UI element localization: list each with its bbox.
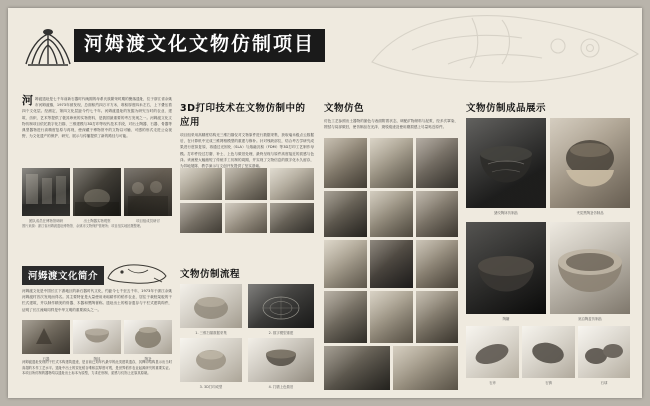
intro-dropcap: 河 [22, 94, 33, 107]
culture-text: 河姆渡文化是中国长江下游地区的新石器时代文化，约距今七千至五千年，1973年于浙江余姚河姆渡村首次发现而得名。其主要特征是大量使用耒耜耕作的稻作农业，居住于栽桩架板的干栏式建筑，并以制作精美的骨器、木器和黑陶著称。遗址出土的稻谷遗存与干栏式建筑构件，证明了长江流域同样是中华文明的重要源头之一。 [22, 289, 172, 312]
result-item-5-caption: 石斧 [489, 380, 496, 385]
culture-object-3-caption: 陶釜 [144, 356, 152, 361]
culture-section-title: 河姆渡文化简介 [22, 266, 104, 285]
intro-text: 姆渡遗址是七千年前新石器时代晚期的母系氏族繁荣时期的聚落遗址，位于浙江省余姚市河姆渡镇，1973年被发现，总面积约四万平方米，堆积厚度四米左右，上下叠压着四个文化层。经测定，第四文化层距今约七千年。河姆渡遗址的发掘为研究当时的农业、建筑、纺织、艺术等提供了极其珍贵的实物资料，是我国最重要的考古发现之一。河姆渡文化文物仿制项目依托数字化扫描、三维建模与3D打印等现代技术手段，对出土陶器、石器、骨器等典型器物进行高精度复原与再现，使深藏于博物馆中的文物以可触、可感的形式走进公众视野，为文化遗产的保护、研究、展示与传播提供了新的路径与可能。 [22, 97, 172, 139]
result-item-6-caption: 石锛 [545, 380, 552, 385]
process-section-title: 文物仿制流程 [180, 269, 241, 280]
coloring-photo-4 [324, 191, 367, 237]
culture-footnote: 河姆渡遗址发现的干栏式木构建筑遗迹，是目前已知年代最早的此类建筑遗存，其榫卯结构显示出当时高超的木作工艺水平。遗址中出土的炭化稻谷堆积层厚度可观，是世界稻作农业起源研究的重要实证。本项目所仿制的器物均以遗址出土标本为原型，力求在形制、质感与纹饰上还原其原貌。 [22, 360, 172, 376]
process-step-2-caption: 2. 数字模型重建 [268, 330, 294, 335]
result-item-1-caption: 猪纹陶钵仿制品 [494, 210, 518, 215]
coloring-text: 仿色工艺参照出土器物的胎色与表面附着状态，调配矿物颜料与泥浆，经多次罩染、擦拭与局部做旧，使仿制品在光泽、斑驳痕迹及使用磨损感上尽量贴近原件。 [324, 119, 458, 130]
result-item-2-caption: 夹炭黑陶釜仿制品 [576, 210, 604, 215]
culture-object-2 [73, 320, 121, 361]
printing-photo-5 [225, 203, 267, 233]
coloring-photo-14 [393, 346, 458, 390]
coloring-photo-10 [324, 291, 367, 343]
printing-photo-4 [180, 203, 222, 233]
process-step-2 [248, 284, 314, 335]
result-item-7 [578, 326, 630, 385]
intro-photo-1 [22, 168, 70, 223]
result-item-4-caption: 宽沿陶盆仿制品 [578, 316, 602, 321]
process-step-1 [180, 284, 242, 335]
coloring-photo-1 [324, 138, 367, 188]
intro-photo-2 [73, 168, 121, 223]
result-item-3-caption: 陶罐 [502, 316, 510, 321]
results-section-title: 文物仿制成品展示 [466, 103, 547, 114]
coloring-photo-11 [370, 291, 413, 343]
process-step-3 [180, 338, 242, 389]
printing-photo-2 [225, 168, 267, 200]
printing-photo-6 [270, 203, 314, 233]
intro-photo-3-caption: 项目组成员研讨 [136, 218, 160, 223]
culture-object-1 [22, 320, 70, 361]
coloring-photo-9 [416, 240, 458, 288]
culture-object-1-caption: 石器 [42, 356, 50, 361]
coloring-photo-13 [324, 346, 390, 390]
poster-canvas [8, 8, 642, 398]
coloring-photo-8 [370, 240, 413, 288]
result-item-7-caption: 石球 [600, 380, 608, 385]
intro-paragraph [22, 96, 172, 139]
printing-text: 项目组采用高精度结构光三维扫描仪对文物原件进行数据采集，获取毫米级点云数据后，在计算机中完成三维网格模型的重建与修补。针对残缺部位，结合考古学研究成果进行虚拟复原，再通过光固化（SLA）与熔融沉积（FDM）等3D打印工艺制作母模。打印件经过打磨、补土、上色与做旧处理，最终呈现与原件高度接近的质感与色泽。该流程大幅缩短了传统手工仿制的周期，并实现了文物信息的数字化永久留存，为异地展陈、教学演示与文创开发提供了坚实基础。 [180, 133, 314, 168]
coloring-photo-7 [324, 240, 367, 288]
printing-photo-1 [180, 168, 222, 200]
result-item-2 [550, 118, 630, 215]
intro-photo-2-caption: 出土陶器实物观察 [83, 218, 111, 223]
coloring-photo-5 [370, 191, 413, 237]
poster-header [22, 24, 362, 76]
process-step-4 [248, 338, 314, 389]
page-title: 河姆渡文化文物仿制项目 [74, 29, 325, 62]
hemudu-logo-icon [22, 24, 74, 70]
result-item-4 [550, 222, 630, 321]
coloring-photo-3 [416, 138, 458, 188]
process-step-1-caption: 1. 三维扫描数据采集 [195, 330, 227, 335]
coloring-photo-2 [370, 138, 413, 188]
culture-object-2-caption: 陶钵 [93, 356, 101, 361]
printing-section-title: 3D打印技术在文物仿制中的应用 [180, 103, 306, 128]
intro-photo-3 [124, 168, 172, 223]
pig-motif-drawing [104, 260, 170, 286]
intro-photo-1-caption: 团队成员在博物馆调研 [29, 218, 63, 223]
result-item-5 [466, 326, 519, 385]
coloring-photo-6 [416, 191, 458, 237]
coloring-photo-12 [416, 291, 458, 343]
coloring-section-title: 文物仿色 [324, 103, 365, 114]
process-step-4-caption: 4. 打磨上色做旧 [268, 384, 294, 389]
ivory-bird-watermark [352, 8, 642, 94]
printing-photo-3 [270, 168, 314, 200]
result-item-3 [466, 222, 546, 321]
result-item-6 [522, 326, 575, 385]
intro-footnote: 图片来源：浙江省河姆渡遗址博物馆、余姚市文物保护管理所；项目组实地拍摄整理。 [22, 224, 144, 228]
result-item-1 [466, 118, 546, 215]
culture-object-3 [124, 320, 172, 361]
process-step-3-caption: 3. 3D打印成型 [199, 384, 223, 389]
